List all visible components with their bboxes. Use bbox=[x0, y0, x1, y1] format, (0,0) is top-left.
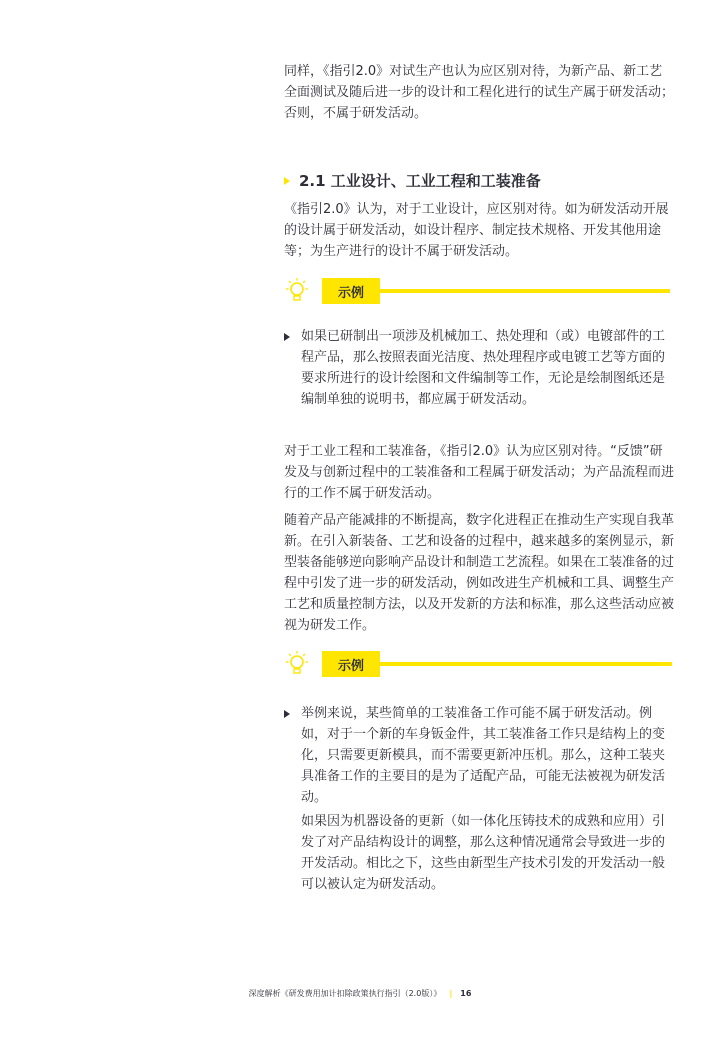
example1-bullet bbox=[284, 326, 676, 410]
tooling-paragraph: 对于工业工程和工装准备，《指引2.0》认为应区别对待。“反馈”研发及与创新过程中的工装准备和工程属于研发活动；为产品流程而进行的工作不属于研发活动。 bbox=[284, 444, 675, 501]
page-number: 16 bbox=[460, 989, 472, 998]
bullet-triangle-icon bbox=[284, 710, 290, 718]
design-paragraph: 《指引2.0》认为，对于工业设计，应区别对待。如为研发活动开展的设计属于研发活动，如设计程序、制定技术规格、开发其他用途等；为生产进行的设计不属于研发活动。 bbox=[284, 202, 669, 259]
example1-bullet-text: 如果已研制出一项涉及机械加工、热处理和（或）电镀部件的工程产品，那么按照表面光洁度、热处理程序或电镀工艺等方面的要求所进行的设计绘图和文件编制等工作，无论是绘制图纸还是编制单独的说明书，都应属于研发活动。 bbox=[301, 329, 666, 407]
example-rule-1 bbox=[380, 289, 670, 293]
example-banner-2 bbox=[284, 650, 672, 678]
example-label-2: 示例 bbox=[322, 651, 380, 677]
lightbulb-icon bbox=[284, 650, 310, 678]
footer-title: 深度解析《研发费用加计扣除政策执行指引（2.0版）》 bbox=[248, 989, 442, 998]
example2-followup: 如果因为机器设备的更新（如一体化压铸技术的成熟和应用）引发了对产品结构设计的调整，那么这种情况通常会导致进一步的开发活动。相比之下，这些由新型生产技术引发的开发活动一般可以被认定为研发活动。 bbox=[301, 814, 666, 892]
section-heading bbox=[284, 170, 674, 191]
trend-paragraph: 随着产品产能减排的不断提高，数字化进程正在推动生产实现自我革新。在引入新装备、工艺和设备的过程中，越来越多的案例显示，新型装备能够逆向影响产品设计和制造工艺流程。如果在工装准备的过程中引发了进一步的研发活动，例如改进生产机械和工具、调整生产工艺和质量控制方法，以及开发新的方法和标准，那么这些活动应被视为研发工作。 bbox=[284, 513, 675, 633]
example2-bullet-text: 举例来说，某些简单的工装准备工作可能不属于研发活动。例如，对于一个新的车身钣金件，其工装准备工作只是结构上的变化，只需要更新模具，而不需要更新冲压机。那么，这种工装夹具准备工作的主要目的是为了适配产品，可能无法被视为研发活动。 bbox=[301, 706, 666, 805]
section-heading-text: 2.1 工业设计、工业工程和工装准备 bbox=[299, 172, 541, 190]
example2-bullet bbox=[284, 703, 676, 808]
heading-triangle-icon bbox=[284, 177, 290, 185]
example-label-1: 示例 bbox=[322, 278, 380, 304]
lightbulb-icon bbox=[284, 277, 310, 305]
page-footer bbox=[0, 988, 720, 999]
example-rule-2 bbox=[380, 662, 672, 666]
example-banner-1 bbox=[284, 277, 670, 305]
footer-separator: | bbox=[449, 989, 453, 998]
bullet-triangle-icon bbox=[284, 333, 290, 341]
intro-paragraph: 同样，《指引2.0》对试生产也认为应区别对待，为新产品、新工艺全面测试及随后进一步的设计和工程化进行的试生产属于研发活动；否则，不属于研发活动。 bbox=[284, 64, 675, 121]
